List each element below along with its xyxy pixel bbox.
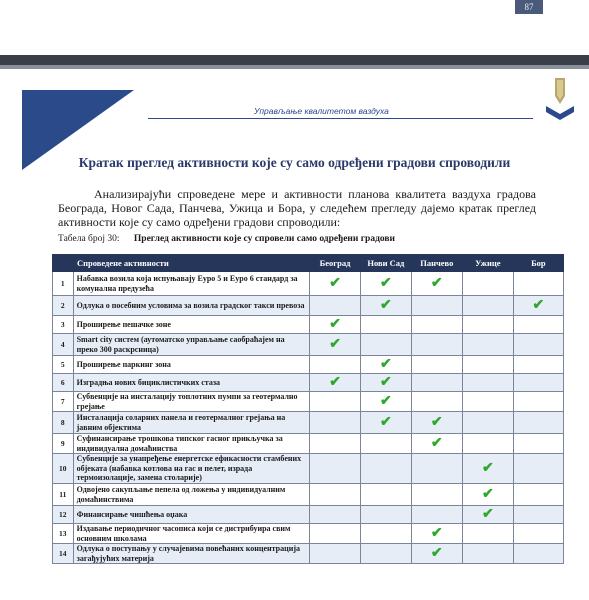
table-row — [53, 316, 564, 334]
empty-cell — [361, 334, 412, 356]
empty-cell — [411, 392, 462, 412]
row-number: 8 — [53, 412, 74, 434]
check-mark-icon: ✔ — [462, 454, 513, 484]
check-mark-icon: ✔ — [361, 412, 412, 434]
empty-cell — [462, 412, 513, 434]
intro-paragraph: Анализирајући спроведене мере и активности планова квалитета ваздуха градова Београда, Новог Сада, Панчева, Ужица и Бора, у следећем прегледу дајемо кратак преглед активности које су само одређени градови спроводили: — [58, 187, 536, 229]
table-row — [53, 524, 564, 544]
section-heading: Кратак преглед активности које су само одређени градови спроводили — [78, 155, 511, 170]
empty-cell — [462, 434, 513, 454]
running-header-title: Управљање квалитетом ваздуха — [254, 106, 389, 116]
empty-cell — [361, 316, 412, 334]
check-mark-icon: ✔ — [361, 272, 412, 296]
row-number: 3 — [53, 316, 74, 334]
empty-cell — [513, 334, 563, 356]
page-separator-band — [0, 55, 589, 65]
check-mark-icon: ✔ — [411, 524, 462, 544]
activity-description: Набавка возила која испуњавају Еуро 5 и Еуро 6 стандард за комунална предузећа — [73, 272, 309, 296]
empty-cell — [361, 454, 412, 484]
empty-cell — [513, 484, 563, 506]
row-number: 6 — [53, 374, 74, 392]
table-caption-label: Табела број 30: — [58, 234, 120, 244]
table-row — [53, 484, 564, 506]
table-row — [53, 296, 564, 316]
empty-cell — [309, 412, 360, 434]
check-mark-icon: ✔ — [411, 434, 462, 454]
table-row — [53, 272, 564, 296]
activity-description: Субвенције на инсталацију топлотних пумпи за геотермално грејање — [73, 392, 309, 412]
table-body — [53, 272, 564, 564]
header-rule — [148, 118, 533, 119]
row-number: 13 — [53, 524, 74, 544]
empty-cell — [513, 454, 563, 484]
empty-cell — [513, 412, 563, 434]
row-number: 12 — [53, 506, 74, 524]
check-mark-icon: ✔ — [361, 392, 412, 412]
empty-cell — [513, 374, 563, 392]
empty-cell — [462, 356, 513, 374]
table-row — [53, 412, 564, 434]
empty-cell — [411, 506, 462, 524]
empty-cell — [309, 434, 360, 454]
row-number: 4 — [53, 334, 74, 356]
page-number: 87 — [515, 0, 543, 14]
empty-cell — [309, 544, 360, 564]
empty-cell — [309, 454, 360, 484]
check-mark-icon: ✔ — [411, 272, 462, 296]
empty-cell — [513, 544, 563, 564]
empty-cell — [309, 484, 360, 506]
empty-cell — [411, 374, 462, 392]
row-number: 2 — [53, 296, 74, 316]
page-separator-shadow — [0, 65, 589, 69]
empty-cell — [309, 524, 360, 544]
empty-cell — [513, 506, 563, 524]
empty-cell — [309, 356, 360, 374]
empty-cell — [309, 392, 360, 412]
column-header-novi-sad: Нови Сад — [361, 255, 412, 272]
table-caption — [58, 234, 395, 244]
row-number: 11 — [53, 484, 74, 506]
activity-description: Суфинансирање трошкова типског гасног прикључка за индивидуална домаћинства — [73, 434, 309, 454]
activity-description: Smart city систем (аутоматско управљање саобраћајем на преко 300 раскрсница) — [73, 334, 309, 356]
column-header-activities: Спроведене активности — [53, 255, 310, 272]
table-row — [53, 434, 564, 454]
check-mark-icon: ✔ — [309, 334, 360, 356]
check-mark-icon: ✔ — [361, 356, 412, 374]
empty-cell — [513, 434, 563, 454]
empty-cell — [462, 316, 513, 334]
empty-cell — [462, 544, 513, 564]
table-row — [53, 334, 564, 356]
empty-cell — [462, 272, 513, 296]
empty-cell — [513, 524, 563, 544]
table-caption-title: Преглед активности које су спровели само одређени градови — [133, 234, 396, 244]
check-mark-icon: ✔ — [411, 412, 462, 434]
empty-cell — [411, 334, 462, 356]
empty-cell — [462, 524, 513, 544]
row-number: 9 — [53, 434, 74, 454]
empty-cell — [411, 484, 462, 506]
table-row — [53, 356, 564, 374]
row-number: 10 — [53, 454, 74, 484]
table-row — [53, 506, 564, 524]
activity-description: Финансирање чишћења оџака — [73, 506, 309, 524]
check-mark-icon: ✔ — [361, 374, 412, 392]
activity-description: Субвенције за унапређење енергетске ефикасности стамбених објеката (набавка котлова на гас и пелет, израда термоизолације, замена столарије) — [73, 454, 309, 484]
empty-cell — [361, 434, 412, 454]
empty-cell — [513, 392, 563, 412]
empty-cell — [513, 316, 563, 334]
check-mark-icon: ✔ — [462, 484, 513, 506]
activity-description: Издавање периодичног часописа који се дистрибуира свим основним школама — [73, 524, 309, 544]
activity-description: Инсталација соларних панела и геотермалног грејања на јавним објектима — [73, 412, 309, 434]
row-number: 14 — [53, 544, 74, 564]
pen-logo-icon — [546, 78, 574, 124]
table-row — [53, 374, 564, 392]
activity-description: Одлука о посебним условима за возила градског такси превоза — [73, 296, 309, 316]
column-header-bor: Бор — [513, 255, 563, 272]
row-number: 1 — [53, 272, 74, 296]
table-row — [53, 454, 564, 484]
empty-cell — [361, 484, 412, 506]
empty-cell — [411, 316, 462, 334]
empty-cell — [309, 506, 360, 524]
activity-description: Проширење пешачке зоне — [73, 316, 309, 334]
check-mark-icon: ✔ — [462, 506, 513, 524]
empty-cell — [411, 296, 462, 316]
empty-cell — [462, 296, 513, 316]
activity-description: Одлука о поступању у случајевима повећаних концентрација загађујућих материја — [73, 544, 309, 564]
empty-cell — [361, 524, 412, 544]
activity-description: Изградња нових бициклистичких стаза — [73, 374, 309, 392]
empty-cell — [361, 544, 412, 564]
table-row — [53, 392, 564, 412]
activity-description: Проширење паркинг зона — [73, 356, 309, 374]
check-mark-icon: ✔ — [411, 544, 462, 564]
empty-cell — [361, 506, 412, 524]
check-mark-icon: ✔ — [309, 374, 360, 392]
table-header-row — [53, 255, 564, 272]
column-header-uzice: Ужице — [462, 255, 513, 272]
column-header-beograd: Београд — [309, 255, 360, 272]
row-number: 5 — [53, 356, 74, 374]
empty-cell — [462, 334, 513, 356]
check-mark-icon: ✔ — [309, 316, 360, 334]
activities-table — [52, 254, 564, 564]
empty-cell — [411, 356, 462, 374]
check-mark-icon: ✔ — [513, 296, 563, 316]
top-bar — [0, 0, 589, 16]
empty-cell — [462, 392, 513, 412]
empty-cell — [309, 296, 360, 316]
empty-cell — [462, 374, 513, 392]
row-number: 7 — [53, 392, 74, 412]
empty-cell — [513, 272, 563, 296]
check-mark-icon: ✔ — [361, 296, 412, 316]
activity-description: Одвојено сакупљање пепела од ложења у индивидуалним домаћинствима — [73, 484, 309, 506]
check-mark-icon: ✔ — [309, 272, 360, 296]
column-header-pancevo: Панчево — [411, 255, 462, 272]
empty-cell — [411, 454, 462, 484]
table-row — [53, 544, 564, 564]
empty-cell — [513, 356, 563, 374]
